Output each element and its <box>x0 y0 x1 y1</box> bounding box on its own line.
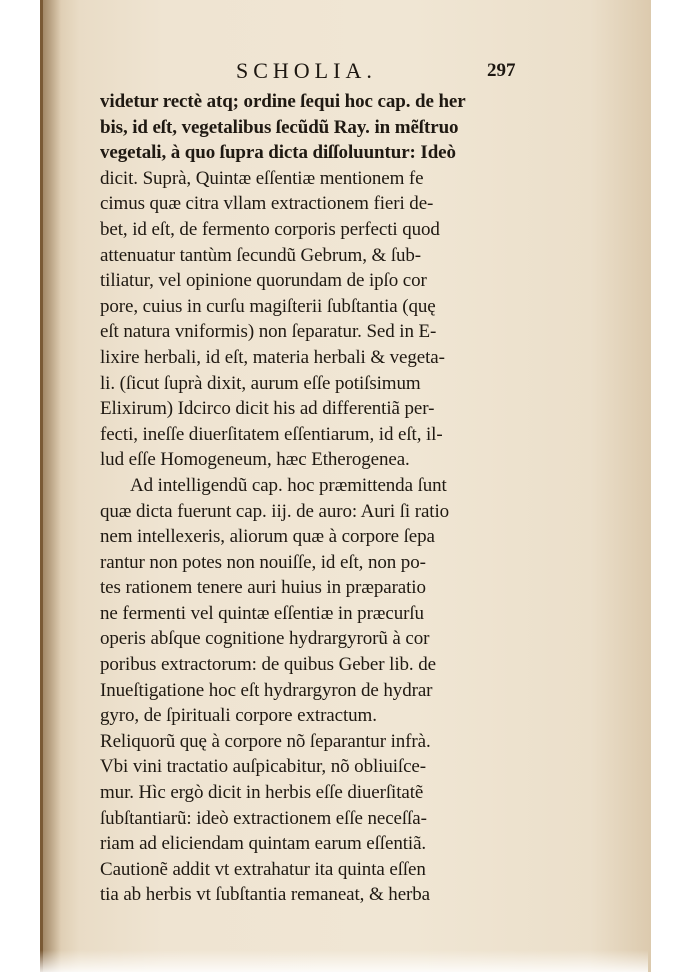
text-line: Vbi vini tractatio auſpicabitur, nõ obliuiſce- <box>100 756 426 778</box>
page-bottom-edge <box>40 950 648 976</box>
text-line: cimus quæ citra vllam extractionem fieri de- <box>100 193 434 215</box>
text-line: ſubſtantiarũ: ideò extractionem eſſe neceſſa- <box>100 807 427 829</box>
text-line: bet, id eſt, de fermento corporis perfecti quod <box>100 218 440 240</box>
text-line: attenuatur tantùm ſecundũ Gebrum, & ſub- <box>100 244 422 266</box>
text-line: Reliquorũ quę à corpore nõ ſeparantur infrà. <box>100 730 431 752</box>
page-header <box>0 58 690 88</box>
text-line: eſt natura vniformis) non ſeparatur. Sed in E- <box>100 321 437 343</box>
text-line: li. (ſicut ſuprà dixit, aurum eſſe potiſsimum <box>100 372 421 394</box>
text-line: quæ dicta fuerunt cap. iij. de auro: Auri ſi ratio <box>100 500 450 522</box>
text-line: videtur rectè atq; ordine ſequi hoc cap. de her <box>100 91 466 112</box>
text-line: tes rationem tenere auri huius in præparatio <box>100 577 426 599</box>
text-line: lixire herbali, id eſt, materia herbali & vegeta- <box>100 346 445 368</box>
text-line: riam ad eliciendam quintam earum eſſentiã. <box>100 833 427 855</box>
text-line: dicit. Suprà, Quintæ eſſentiæ mentionem fe <box>100 167 424 189</box>
text-line: pore, cuius in curſu magiſterii ſubſtantia (quę <box>100 295 436 317</box>
text-line: ne fermenti vel quintæ eſſentiæ in præcurſu <box>100 602 424 624</box>
text-line: bis, id eſt, vegetalibus ſecũdũ Ray. in mẽſtruo <box>100 116 459 138</box>
text-line: operis abſque cognitione hydrargyrorũ à cor <box>100 628 430 650</box>
running-head: SCHOLIA. <box>236 58 377 83</box>
text-line: vegetali, à quo ſupra dicta diſſoluuntur: Ideò <box>100 142 456 164</box>
text-line: poribus extractorum: de quibus Geber lib. de <box>100 654 436 676</box>
body-text <box>100 89 560 908</box>
text-line: lud eſſe Homogeneum, hæc Etherogenea. <box>100 449 410 471</box>
gutter-shadow <box>43 0 61 972</box>
text-line: Elixirum) Idcirco dicit his ad differentiã per- <box>100 398 435 420</box>
text-line: fecti, ineſſe diuerſitatem eſſentiarum, id eſt, il- <box>100 423 443 445</box>
text-line: Inueſtigatione hoc eſt hydrargyron de hydrar <box>100 679 433 701</box>
text-line: rantur non potes non nouiſſe, id eſt, non po- <box>100 551 426 573</box>
text-line: tiliatur, vel opinione quorundam de ipſo cor <box>100 270 427 292</box>
page-number: 297 <box>487 60 516 81</box>
text-line: Ad intelligendũ cap. hoc præmittenda ſunt <box>130 474 447 496</box>
text-line: nem intellexeris, aliorum quæ à corpore ſepa <box>100 526 435 548</box>
text-line: tia ab herbis vt ſubſtantia remaneat, & herba <box>100 884 430 906</box>
text-line: gyro, de ſpirituali corpore extractum. <box>100 705 377 727</box>
text-line: Cautionẽ addit vt extrahatur ita quinta eſſen <box>100 858 426 880</box>
text-line: mur. Hìc ergò dicit in herbis eſſe diuerſitatẽ <box>100 782 424 804</box>
